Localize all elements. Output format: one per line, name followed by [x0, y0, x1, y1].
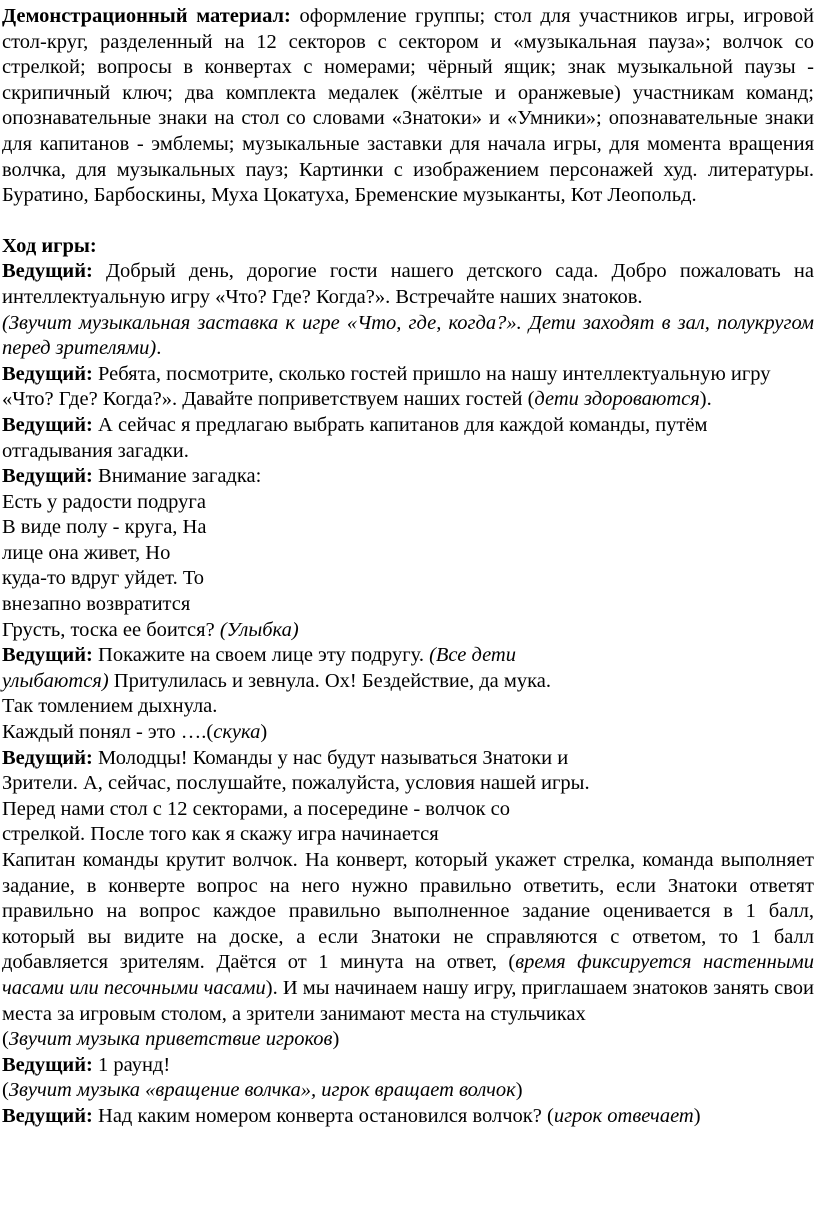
riddle-line: Есть у радости подруга: [2, 490, 206, 513]
host-line-4: [2, 464, 814, 490]
host-line-6: [2, 746, 814, 772]
stage-direction-3: [2, 1078, 814, 1104]
host-label: Ведущий:: [2, 1053, 93, 1076]
punctuation: ): [260, 721, 268, 744]
paragraph-gap: [2, 209, 814, 234]
stage-direction-1: [2, 311, 814, 362]
section-heading: Ход игры:: [2, 234, 97, 257]
poem-text: Притулилась и зевнула. Ох! Бездействие, да мука.: [108, 669, 551, 692]
stage-direction-text: время фиксируется настенными часами или песочными часами: [2, 951, 814, 999]
host-line-8: [2, 1104, 814, 1130]
materials-text: оформление группы; стол для участников игры, игровой стол-круг, разделенный на 12 секторов с сектором и «музыкальная пауза»; волчок со стрелкой; вопросы в конвертах с номерами; чёрный ящик; знак музыкальной паузы - скрипичный ключ; два комплекта медалек (жёлтые и оранжевые) участникам команд; опознавательные знаки на стол со словами «Знатоки» и «Умники»; опознавательные знаки для капитанов - эмблемы; музыкальные заставки для начала игры, для момента вращения волчка, для музыкальных пауз; Картинки с изображением персонажей худ. литературы. Буратино, Барбоскины, Муха Цокатуха, Бременские музыканты, Кот Леопольд.: [2, 5, 815, 207]
stage-direction-text: Звучит музыка приветствие игроков: [8, 1028, 333, 1051]
host-text: Ребята, посмотрите, сколько гостей пришло на нашу интеллектуальную игру «Что? Где? Когда?». Давайте поприветствуем наших гостей (: [2, 362, 771, 411]
host-text: 1 раунд!: [92, 1053, 171, 1076]
host-line-5-cont: [2, 669, 814, 695]
host-text: Добрый день, дорогие гости нашего детского сада. Добро пожаловать на интеллектуальную игру «Что? Где? Когда?». Встречайте наших знатоков.: [2, 260, 814, 308]
riddle-line: куда-то вдруг уйдет. То: [2, 567, 205, 590]
riddle-answer: (Улыбка): [219, 618, 299, 641]
stage-direction-text: (Все дети: [429, 644, 516, 667]
host-line-5: [2, 643, 814, 669]
host-text: Покажите на своем лице эту подругу.: [92, 644, 430, 667]
riddle-line: В виде полу - круга, На: [2, 516, 207, 539]
host-line-6-cont: Перед нами стол с 12 секторами, а посередине - волчок со: [2, 797, 511, 820]
rules-text: ). И мы начинаем нашу игру, приглашаем знатоков занять свои места за игровым столом, а зрители занимают места на стульчиках: [2, 976, 814, 1025]
stage-direction-2: [2, 1027, 814, 1053]
punctuation: ): [693, 1104, 701, 1127]
stage-direction-text: Звучит музыка «вращение волчка», игрок вращает волчок: [8, 1079, 516, 1102]
host-text: Молодцы! Команды у нас будут называться Знатоки и: [92, 746, 569, 769]
host-label: Ведущий:: [2, 413, 93, 436]
host-label: Ведущий:: [2, 362, 93, 385]
rules-paragraph: [2, 848, 814, 1027]
host-line-1: [2, 259, 814, 310]
host-text: А сейчас я предлагаю выбрать капитанов для каждой команды, путём отгадывания загадки.: [2, 413, 708, 462]
riddle-line: лице она живет, Но: [2, 541, 171, 564]
poem-line: [2, 720, 814, 746]
host-text: Над каким номером конверта остановился волчок? (: [92, 1104, 554, 1127]
stage-direction-text: игрок отвечает: [553, 1104, 694, 1127]
host-line-6-cont: Зрители. А, сейчас, послушайте, пожалуйста, условия нашей игры.: [2, 772, 590, 795]
poem-answer: скука: [213, 721, 261, 744]
host-label: Ведущий:: [2, 465, 93, 488]
host-line-6-cont: стрелкой. После того как я скажу игра начинается: [2, 823, 439, 846]
materials-paragraph: [2, 4, 814, 209]
host-text: Внимание загадка:: [92, 465, 262, 488]
punctuation: .: [156, 337, 162, 360]
materials-label: Демонстрационный материал:: [2, 5, 291, 27]
poem-text: Каждый понял - это ….(: [2, 721, 214, 744]
poem-line: Так томлением дыхнула.: [2, 695, 218, 718]
stage-direction-text: (Звучит музыкальная заставка к игре «Что, где, когда?». Дети заходят в зал, полукругом перед зрителями): [2, 311, 814, 360]
punctuation: ).: [699, 388, 712, 411]
host-label: Ведущий:: [2, 746, 93, 769]
punctuation: ): [515, 1079, 523, 1102]
riddle-line: [2, 618, 814, 644]
rules-text: Капитан команды крутит волчок. На конверт, который укажет стрелка, команда выполняет задание, в конверте вопрос на него нужно правильно ответить, если Знатоки ответят правильно на вопрос каждое правильно выполненное задание оценивается в 1 балл, который вы видите на доске, а если Знатоки не справляются с ответом, то 1 балл добавляется зрителям. Даётся от 1 минута на ответ, (: [2, 849, 814, 974]
punctuation: (: [2, 1079, 9, 1102]
punctuation: ): [332, 1028, 340, 1051]
riddle-text: Грусть, тоска ее боится?: [2, 618, 220, 641]
host-label: Ведущий:: [2, 1104, 93, 1127]
host-line-2: [2, 362, 814, 413]
host-label: Ведущий:: [2, 644, 93, 667]
stage-direction-text: улыбаются): [2, 669, 109, 692]
host-label: Ведущий:: [2, 260, 93, 283]
stage-direction-text: дети здороваются: [534, 388, 700, 411]
riddle-line: внезапно возвратится: [2, 593, 191, 616]
host-line-3: [2, 413, 814, 464]
host-line-7: [2, 1053, 814, 1079]
punctuation: (: [2, 1028, 9, 1051]
